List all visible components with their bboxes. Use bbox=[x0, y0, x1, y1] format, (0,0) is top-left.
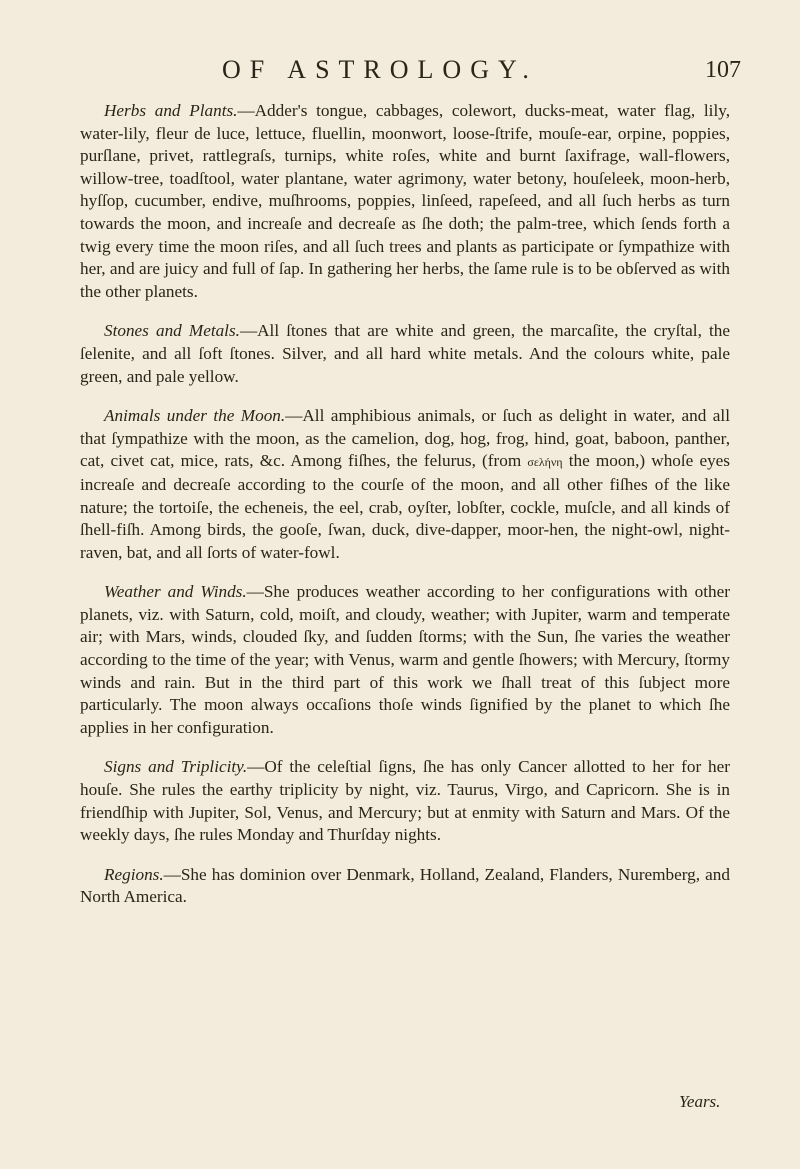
body-text bbox=[80, 100, 730, 926]
section-heading: Regions. bbox=[104, 864, 164, 884]
greek-word: σελήνη bbox=[527, 455, 563, 470]
paragraph-signs-and-triplicity bbox=[80, 756, 730, 846]
running-title: OF ASTROLOGY. bbox=[222, 55, 538, 84]
paragraph-regions bbox=[80, 864, 730, 909]
paragraph-text: —She has dominion over Denmark, Holland, Zealand, Flanders, Nuremberg, and North America. bbox=[80, 864, 730, 907]
section-heading: Herbs and Plants. bbox=[104, 101, 238, 120]
paragraph-herbs-and-plants bbox=[80, 100, 730, 303]
paragraph-text: —Adder's tongue, cabbages, colewort, ducks-meat, water flag, lily, water-lily, fleur de luce, lettuce, fluellin, moonwort, loose-ſtrife, mouſe-ear, orpine, poppies, purſlane, privet, rattlegraſs, turnips, white roſes, white and burnt ſaxifrage, wall-flowers, willow-tree, toadſtool, water plantane, water agrimony, water betony, houſeleek, moon-herb, hyſſop, cucumber, endive, muſhrooms, poppies, linſeed, rapeſeed, and all ſuch herbs as turn towards the moon, and increaſe and decreaſe as ſhe doth; the palm-tree, which ſends forth a twig every time the moon riſes, and all ſuch trees and plants as participate or ſympathize with her, and are juicy and full of ſap. In gathering her herbs, the ſame rule is to be obſerved as with the other planets. bbox=[80, 101, 730, 301]
page-number: 107 bbox=[705, 57, 741, 83]
paragraph-stones-and-metals bbox=[80, 320, 730, 388]
page-header bbox=[0, 55, 800, 95]
section-heading: Animals under the Moon. bbox=[104, 406, 286, 426]
paragraph-text: —Of the celeſtial ſigns, ſhe has only Cancer allotted to her for her houſe. She rules the earthy triplicity by night, viz. Taurus, Virgo, and Capricorn. She is in friendſhip with Jupiter, Sol, Venus, and Mercury; but at enmity with Saturn and Mars. Of the weekly days, ſhe rules Monday and Thurſday nights. bbox=[80, 757, 730, 845]
section-heading: Signs and Triplicity. bbox=[104, 757, 248, 777]
paragraph-text-continued: the moon,) whoſe eyes increaſe and decreaſe according to the courſe of the moon, and all other fiſhes of the like nature; the tortoiſe, the echeneis, the eel, crab, oyſter, lobſter, cockle, muſcle, and all kinds of ſhell-fiſh. Among birds, the gooſe, ſwan, duck, dive-dapper, moor-hen, the night-owl, night-raven, bat, and all ſorts of water-fowl. bbox=[80, 451, 730, 562]
paragraph-text: —She produces weather according to her configurations with other planets, viz. with Saturn, cold, moiſt, and cloudy, weather; with Jupiter, warm and temperate air; with Mars, winds, clouded ſky, and ſudden ſtorms; with the Sun, ſhe varies the weather according to the time of the year; with Venus, warm and gentle ſhowers; with Mercury, ſtormy winds and rain. But in the third part of this work we ſhall treat of this ſubject more particularly. The moon always occaſions thoſe winds ſignified by the planet to which ſhe applies in her configuration. bbox=[80, 582, 730, 737]
paragraph-text: —All amphibious animals, or ſuch as delight in water, and all that ſympathize with the moon, as the camelion, dog, hog, frog, hind, goat, baboon, panther, cat, civet cat, mice, rats, &c. Among fiſhes, the felurus, (from bbox=[80, 406, 730, 471]
catchword: Years. bbox=[679, 1092, 721, 1111]
section-heading: Stones and Metals. bbox=[104, 321, 240, 341]
paragraph-animals-under-the-moon bbox=[80, 405, 730, 564]
paragraph-text: —All ſtones that are white and green, the marcaſite, the cryſtal, the ſelenite, and all ſoft ſtones. Silver, and all hard white metals. And the colours white, pale green, and pale yellow. bbox=[80, 321, 730, 386]
paragraph-weather-and-winds bbox=[80, 581, 730, 739]
section-heading: Weather and Winds. bbox=[104, 582, 247, 602]
